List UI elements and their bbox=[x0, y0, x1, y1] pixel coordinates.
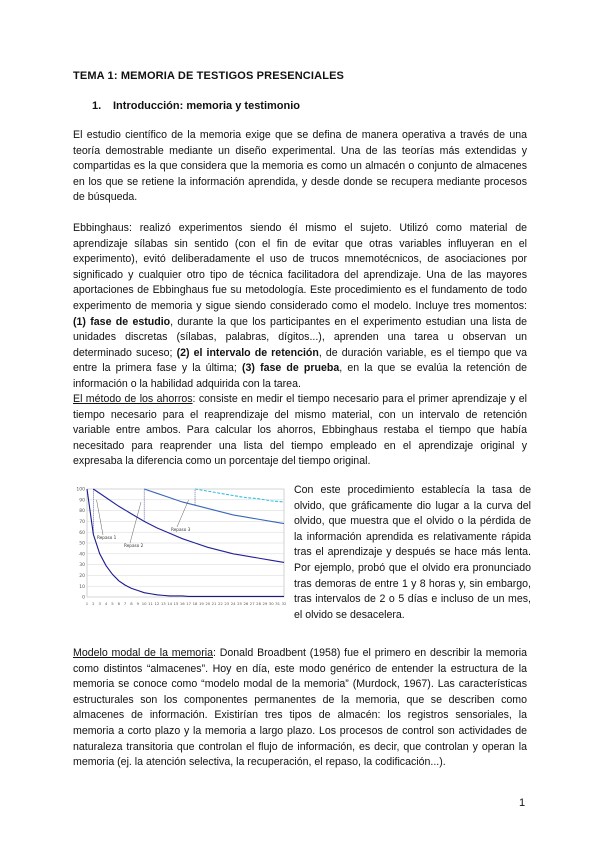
ebbinghaus-text-4: , en la que se evalúa la retención de información o la habilidad adquirida con la tarea. bbox=[73, 362, 528, 390]
paragraph-savings-method bbox=[73, 392, 527, 470]
section-number: 1. bbox=[92, 100, 102, 112]
annotation-label: Repaso 2 bbox=[124, 543, 144, 548]
paragraph-modal-model bbox=[73, 646, 527, 771]
section-heading bbox=[92, 100, 300, 112]
x-tick-label: 29 bbox=[262, 601, 268, 606]
x-tick-label: 13 bbox=[160, 601, 166, 606]
x-tick-label: 23 bbox=[224, 601, 230, 606]
y-tick-label: 100 bbox=[76, 487, 85, 493]
x-tick-label: 2 bbox=[92, 601, 95, 606]
x-tick-label: 12 bbox=[154, 601, 160, 606]
y-tick-label: 20 bbox=[79, 574, 85, 579]
x-tick-label: 15 bbox=[173, 601, 179, 606]
x-tick-label: 7 bbox=[123, 601, 127, 606]
x-tick-label: 27 bbox=[249, 601, 255, 606]
x-tick-label: 4 bbox=[104, 601, 108, 606]
chart-y-ticks bbox=[76, 487, 85, 601]
y-tick-label: 30 bbox=[79, 563, 85, 569]
x-tick-label: 14 bbox=[167, 601, 173, 606]
paragraph-forgetting-curve: Con este procedimiento establecía la tasa de olvido, que gráficamente dio lugar a la curva del olvido, que muestra que el olvido o la pérdida de la información aprendida es relativamente rápida tras el aprendizaje y después se hace más lenta. Por ejemplo, probó que el olvido era pronunciado tras demoras de entre 1 y 8 horas y, sin embargo, tras intervalos de 2 o 5 días e incluso de un mes, el olvido se desacelera. bbox=[294, 484, 531, 621]
x-tick-label: 28 bbox=[256, 601, 262, 606]
section-title: Introducción: memoria y testimonio bbox=[113, 100, 301, 112]
paragraph-memory-theory: El estudio científico de la memoria exige que se defina de manera operativa a través de una teoría demostrable mediante un diseño experimental. Una de las teorías más extendidas y compartidas es la que considera que la memoria es como un almacén o conjunto de almacenes en los que se retiene la información aprendida, y desde donde se recupera mediante procesos de búsqueda. bbox=[73, 129, 527, 204]
x-tick-label: 21 bbox=[211, 601, 217, 606]
forgetting-curve-chart bbox=[70, 483, 288, 611]
x-tick-label: 17 bbox=[186, 601, 192, 606]
ebbinghaus-text-1: Ebbinghaus: realizó experimentos siendo él mismo el sujeto. Utilizó como material de aprendizaje sílabas sin sentido (con el fin de evitar que otras variables influyeran en el experimento), evitó deliberadamente el uso de trucos mnemotécnicos, de asociaciones por significado y cualquier otro tipo de técnica facilitadora del aprendizaje. Una de las mayores aportaciones de Ebbinghaus fue su metodología. Este procedimiento es el fundamento de todo experimento de memoria y sigue siendo considerado como el modelo. Incluye tres momentos: bbox=[73, 222, 527, 312]
y-tick-label: 60 bbox=[79, 530, 85, 536]
x-tick-label: 26 bbox=[243, 601, 249, 606]
x-tick-label: 9 bbox=[136, 601, 140, 606]
document-title: TEMA 1: MEMORIA DE TESTIGOS PRESENCIALES bbox=[73, 70, 345, 82]
y-tick-label: 40 bbox=[79, 552, 85, 558]
x-tick-label: 18 bbox=[192, 601, 198, 606]
x-tick-label: 25 bbox=[237, 601, 242, 606]
x-tick-label: 16 bbox=[179, 601, 185, 606]
modal-model-heading: Modelo modal de la memoria bbox=[73, 647, 213, 659]
modal-model-text: : Donald Broadbent (1958) fue el primero en describir la memoria como distintos “almacenes”. Hoy en día, este modo genérico de entender la estructura de la memoria se conoce como “modelo modal de la memoria” (Murdock, 1967). Las características estructurales son los componentes permanentes de la memoria, que se describen como almacenes de información. Existirían tres tipos de almacén: los registros sensoriales, la memoria a corto plazo y la memoria a largo plazo. Los procesos de control son actividades de naturaleza transitoria que controlan el flujo de información, es decir, que controlan y operan la memoria (ej. la atención selectiva, la recuperación, el repaso, la codificación...). bbox=[73, 647, 528, 769]
y-tick-label: 10 bbox=[79, 584, 85, 590]
x-tick-label: 31 bbox=[275, 601, 281, 606]
savings-method-text: : consiste en medir el tiempo necesario para el primer aprendizaje y el tiempo necesario para el reaprendizaje del mismo material, con un intervalo de retención variable entre ambos. Para calcular los ahorros, Ebbinghaus restaba el tiempo que había necesitado para reaprender una lista del tiempo empleado en el aprendizaje original y expresaba la diferencia como un porcentaje del tiempo original. bbox=[73, 393, 527, 468]
phase-retention: (2) el intervalo de retención bbox=[176, 346, 319, 359]
y-tick-label: 80 bbox=[79, 509, 85, 515]
x-tick-label: 3 bbox=[98, 601, 101, 606]
paragraph-ebbinghaus bbox=[73, 221, 527, 393]
y-tick-label: 50 bbox=[79, 541, 85, 547]
x-tick-label: 1 bbox=[85, 601, 89, 606]
x-tick-label: 8 bbox=[130, 601, 133, 606]
annotation-label: Repaso 3 bbox=[171, 527, 191, 532]
chart-x-ticks bbox=[86, 601, 287, 606]
savings-method-heading: El método de los ahorros bbox=[73, 393, 193, 405]
ebbinghaus-text-2: , durante la que los participantes en el experimento estudian una lista de unidades discretas (sílabas, palabras, dígitos...), aprenden una tarea u observan un determinado suceso; bbox=[73, 315, 527, 359]
x-tick-label: 5 bbox=[111, 601, 114, 606]
y-tick-label: 70 bbox=[79, 520, 85, 525]
x-tick-label: 11 bbox=[148, 601, 153, 606]
y-tick-label: 0 bbox=[82, 595, 85, 601]
x-tick-label: 30 bbox=[268, 601, 274, 606]
y-tick-label: 90 bbox=[79, 498, 85, 504]
x-tick-label: 20 bbox=[205, 601, 211, 606]
phase-test: (3) fase de prueba bbox=[242, 362, 340, 375]
ebbinghaus-text-3: , de duración variable, es el tiempo que va entre la primera fase y la última; bbox=[73, 346, 527, 375]
x-tick-label: 24 bbox=[230, 601, 236, 606]
phase-study: (1) fase de estudio bbox=[73, 315, 171, 328]
x-tick-label: 22 bbox=[218, 601, 223, 606]
x-tick-label: 6 bbox=[117, 601, 120, 606]
x-tick-label: 32 bbox=[281, 601, 287, 606]
x-tick-label: 19 bbox=[198, 601, 204, 606]
page-number: 1 bbox=[519, 797, 526, 809]
x-tick-label: 10 bbox=[141, 601, 147, 606]
annotation-label: Repaso 1 bbox=[97, 535, 117, 540]
